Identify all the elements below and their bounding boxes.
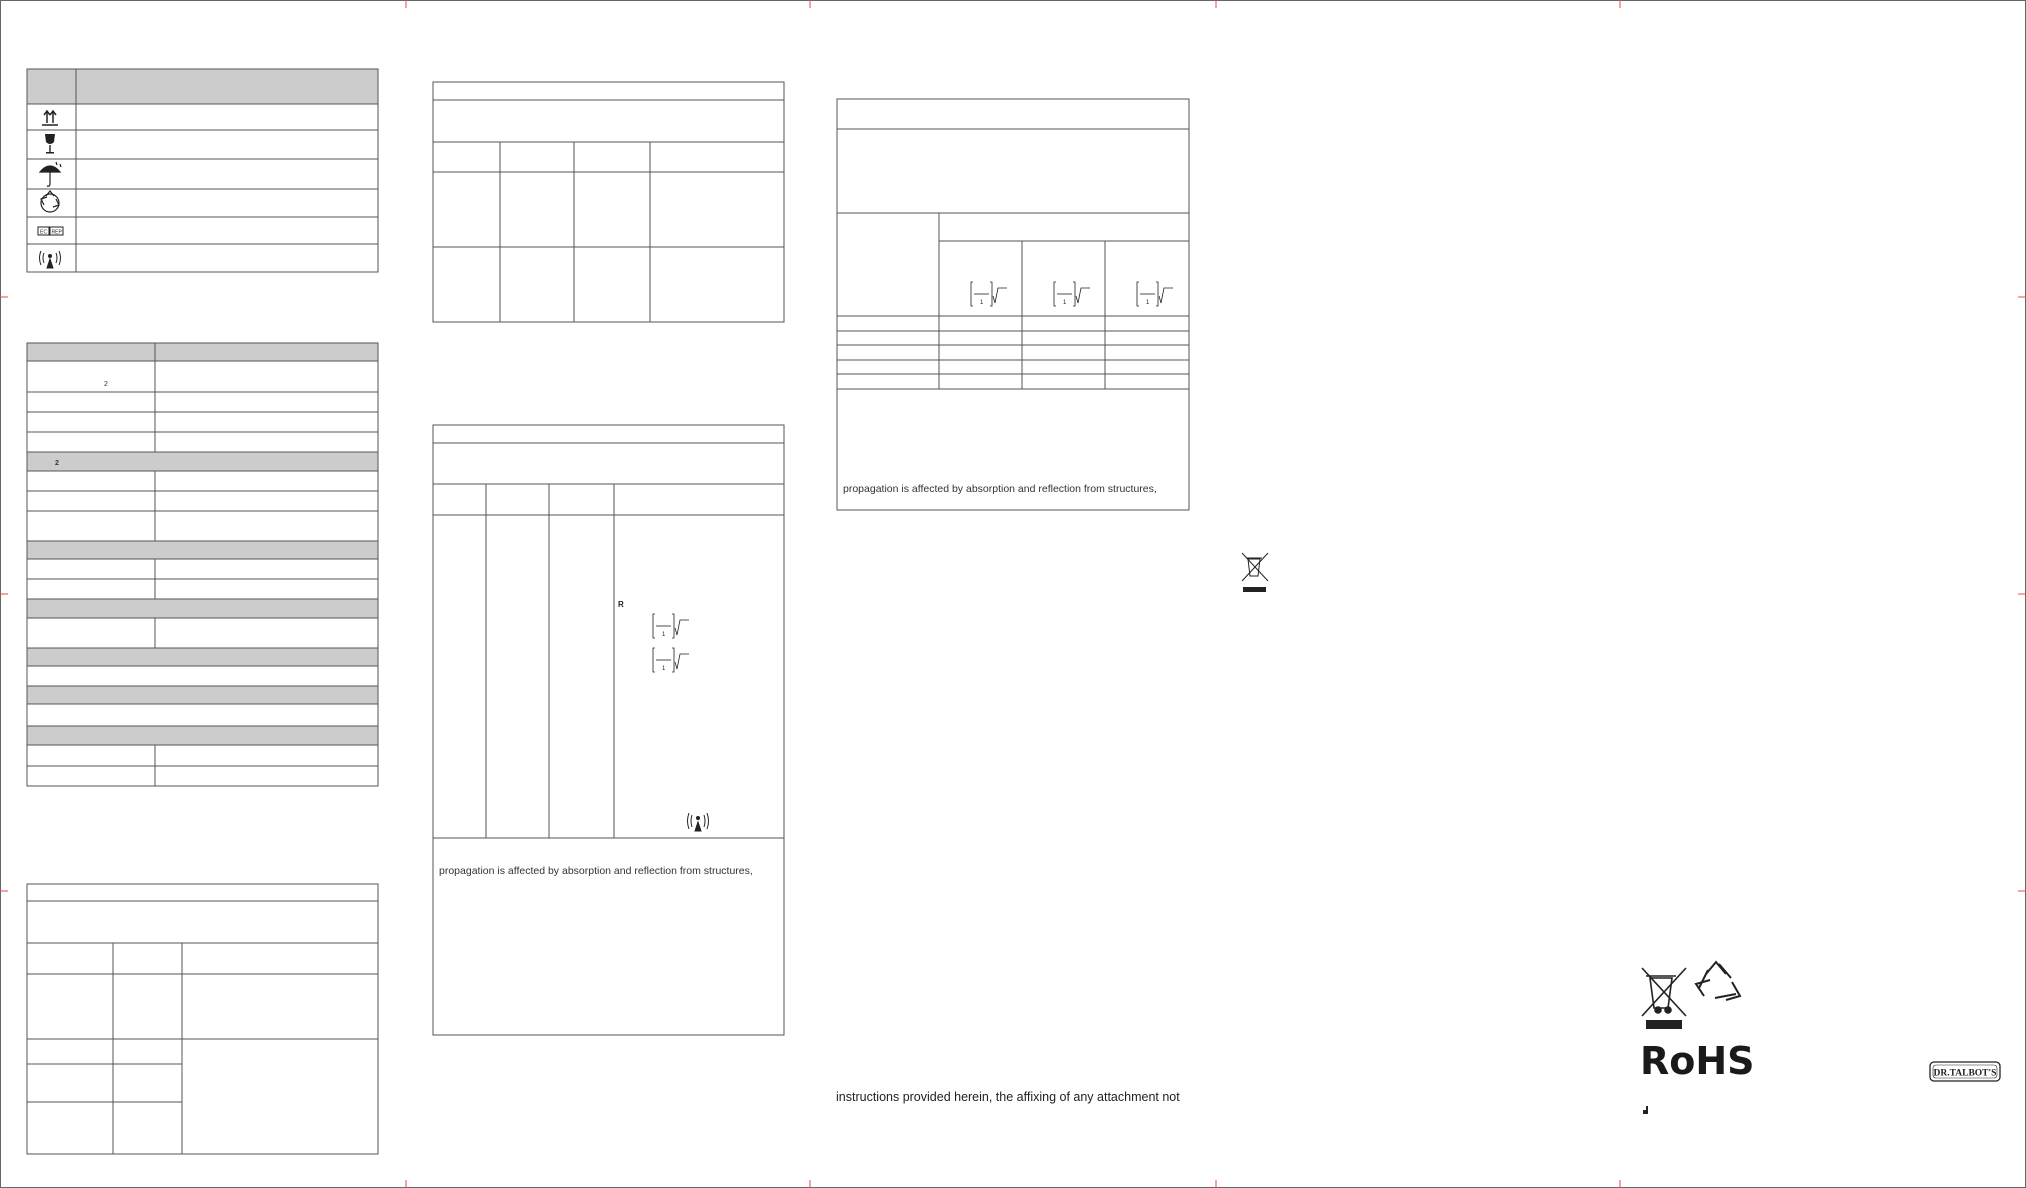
separation-distance-table [837,99,1189,510]
non-ionizing-radiation-icon-2 [688,813,709,831]
sheet-border [1,1,2026,1188]
symbols-table [27,69,378,272]
non-ionizing-radiation-icon [40,251,61,268]
emc-table-immunity-1 [433,82,784,322]
weee-large-icon [1642,968,1686,1029]
fragile-icon [45,134,55,154]
emc-table-immunity-2 [433,425,784,1035]
formula-3-denominator: 1 [980,300,984,306]
propagation-note-panel2: propagation is affected by absorption and reflection from structures, [439,865,753,877]
recycle-large-icon [1696,962,1740,1000]
keep-dry-icon [40,162,61,186]
spec-superscript: 2 [104,381,108,388]
formula-5-denominator: 1 [1146,300,1150,306]
rohs-mark: RoHS [1640,1039,1755,1083]
formula-1 [653,614,689,638]
svg-text:EC: EC [40,229,47,236]
recycle-icon [41,191,59,212]
ec-rep-icon [38,227,63,236]
svg-text:REP: REP [51,229,62,236]
formula-4-denominator: 1 [1063,300,1067,306]
emc-table-emissions [27,884,378,1154]
formula-2 [653,648,689,672]
weee-small-icon [1242,553,1268,592]
marker-r: R [618,600,624,609]
this-way-up-icon [42,111,58,125]
spec-superscript-bold: 2 [55,460,59,467]
formula-4 [1054,282,1090,306]
formula-5 [1137,282,1173,306]
instructions-note: instructions provided herein, the affixing of any attachment not [836,1090,1180,1104]
manufacturer-icon [1643,1106,1648,1114]
formula-1-denominator: 1 [662,632,666,638]
svg-text:DR.TALBOT'S: DR.TALBOT'S [1933,1068,1997,1079]
propagation-note-panel3: propagation is affected by absorption and reflection from structures, [843,483,1157,495]
brand-logo [1930,1062,2000,1081]
formula-2-denominator: 1 [662,666,666,672]
formula-3 [971,282,1007,306]
specification-table [27,343,378,786]
